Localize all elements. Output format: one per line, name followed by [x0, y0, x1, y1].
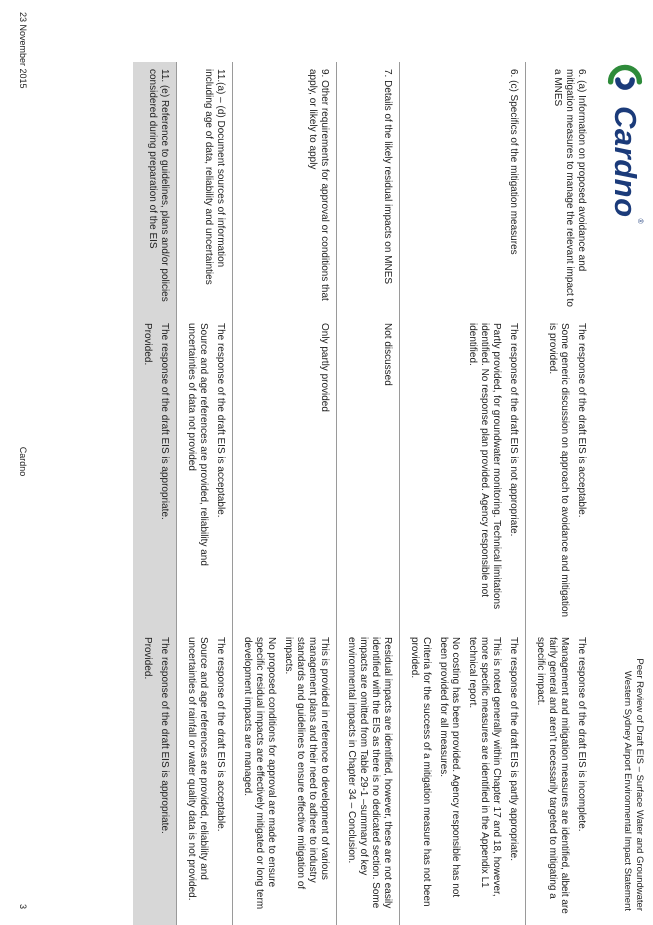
response-paragraph: Some generic discussion on approach to avoidance and mitigation is provided.	[547, 323, 570, 618]
requirement-text: 7. Details of the likely residual impacts on MNES	[382, 69, 393, 285]
cardno-logo-icon	[607, 62, 643, 98]
draft-eis-response-cell	[400, 316, 526, 630]
review-comment-cell	[177, 630, 233, 925]
response-paragraph: Partly provided, for groundwater monitoring. Technical limitations identified. No response plan provided. Agency responsible not identified.	[467, 323, 502, 610]
review-comment-cell	[400, 630, 526, 925]
response-paragraph: The response of the draft EIS is acceptable.	[576, 323, 587, 518]
requirement-text: 11.(a) – (d) Document sources of information including age of data, reliability and uncertainties	[203, 69, 226, 285]
review-comment-cell	[233, 630, 337, 925]
draft-eis-response-cell	[177, 316, 233, 630]
requirement-text: 9. Other requirements for approval or conditions that apply, or likely to apply	[307, 69, 330, 301]
draft-eis-response-cell	[526, 316, 594, 630]
header-line-1: Peer Review of Draft EIS – Surface Water and Groundwater	[634, 658, 645, 911]
review-comment-cell	[337, 630, 400, 925]
review-table	[133, 62, 593, 925]
comment-paragraph: The response of the draft EIS is appropriate.	[159, 637, 170, 834]
header-line-2: Western Sydney Airport Environmental Impact Statement	[622, 670, 633, 911]
draft-eis-response-cell	[133, 316, 177, 630]
response-paragraph: The response of the draft EIS is acceptable.	[215, 323, 226, 518]
comment-paragraph: This is noted generally within Chapter 17 and 18, however, more specific measures are identified in the Appendix L1 technical report.	[467, 637, 502, 897]
document-header	[621, 658, 645, 911]
response-paragraph: The response of the draft EIS is appropriate.	[159, 323, 170, 520]
requirement-text: 11. (e) Reference to guidelines, plans and/or policies considered during preparation of the EIS	[147, 69, 170, 302]
review-comment-cell	[133, 630, 177, 925]
comment-paragraph: Source and age references are provided, reliability and uncertainties of rainfall or water quality data is not provided.	[186, 637, 209, 901]
requirement-cell	[177, 62, 233, 316]
footer-date: 23 November 2015	[18, 12, 28, 89]
table-row	[133, 62, 177, 925]
requirement-cell	[133, 62, 177, 316]
draft-eis-response-cell	[337, 316, 400, 630]
requirement-cell	[526, 62, 594, 316]
response-paragraph: Provided.	[142, 323, 153, 366]
table-row	[337, 62, 400, 925]
comment-paragraph: This is provided in reference to development of various management plans and their need to adhere to industry standards and guidelines to ensure effective mitigation of impacts.	[283, 637, 330, 890]
response-paragraph: Source and age references are provided, reliability and uncertainties of data not provided	[186, 323, 209, 566]
table-row	[526, 62, 594, 925]
comment-paragraph: Provided.	[142, 637, 153, 680]
review-comment-cell	[526, 630, 594, 925]
requirement-cell	[337, 62, 400, 316]
comment-paragraph: The response of the draft EIS is incomplete.	[576, 637, 587, 832]
response-paragraph: Only partly provided	[319, 323, 330, 412]
requirement-cell	[400, 62, 526, 316]
page-number: 3	[18, 903, 28, 909]
requirement-text: 6. (a) Information on proposed avoidance and mitigation measures to manage the relevant impact to a MNES	[552, 69, 587, 307]
table-row	[400, 62, 526, 925]
comment-paragraph: The response of the draft EIS is acceptable.	[215, 637, 226, 832]
table-row	[177, 62, 233, 925]
comment-paragraph: No costing has been provided. Agency responsible has not been provided for all measures.	[438, 637, 461, 898]
response-paragraph: Not discussed	[382, 323, 393, 386]
response-paragraph: The response of the draft EIS is not appropriate.	[508, 323, 519, 537]
table-row	[233, 62, 337, 925]
comment-paragraph: Residual impacts are identified, however, these are not easily identified with the EIS as there is no dedicated section. Some impacts are omitted from Table 29-1 –summary of key environmental impacts in Chapter 34 – Conclusion.	[346, 637, 393, 909]
comment-paragraph: Criteria for the success of a mitigation measure has not been provided.	[409, 637, 432, 907]
comment-paragraph: Management and mitigation measures are identified, albeit are fairly general and aren’t necessarily targeted to mitigating a specific impact.	[535, 637, 570, 914]
footer-org: Cardno	[18, 446, 28, 477]
cardno-logo	[607, 62, 643, 224]
logo-wordmark: Cardno®	[608, 106, 643, 225]
requirement-text: 6. (c) Specifics of the mitigation measures	[508, 69, 519, 255]
draft-eis-response-cell	[233, 316, 337, 630]
requirement-cell	[233, 62, 337, 316]
comment-paragraph: No proposed conditions for approval are made to ensure specific residual impacts are effectively mitigated or long term development impacts are managed.	[242, 637, 277, 910]
comment-paragraph: The response of the draft EIS is partly appropriate.	[508, 637, 519, 862]
